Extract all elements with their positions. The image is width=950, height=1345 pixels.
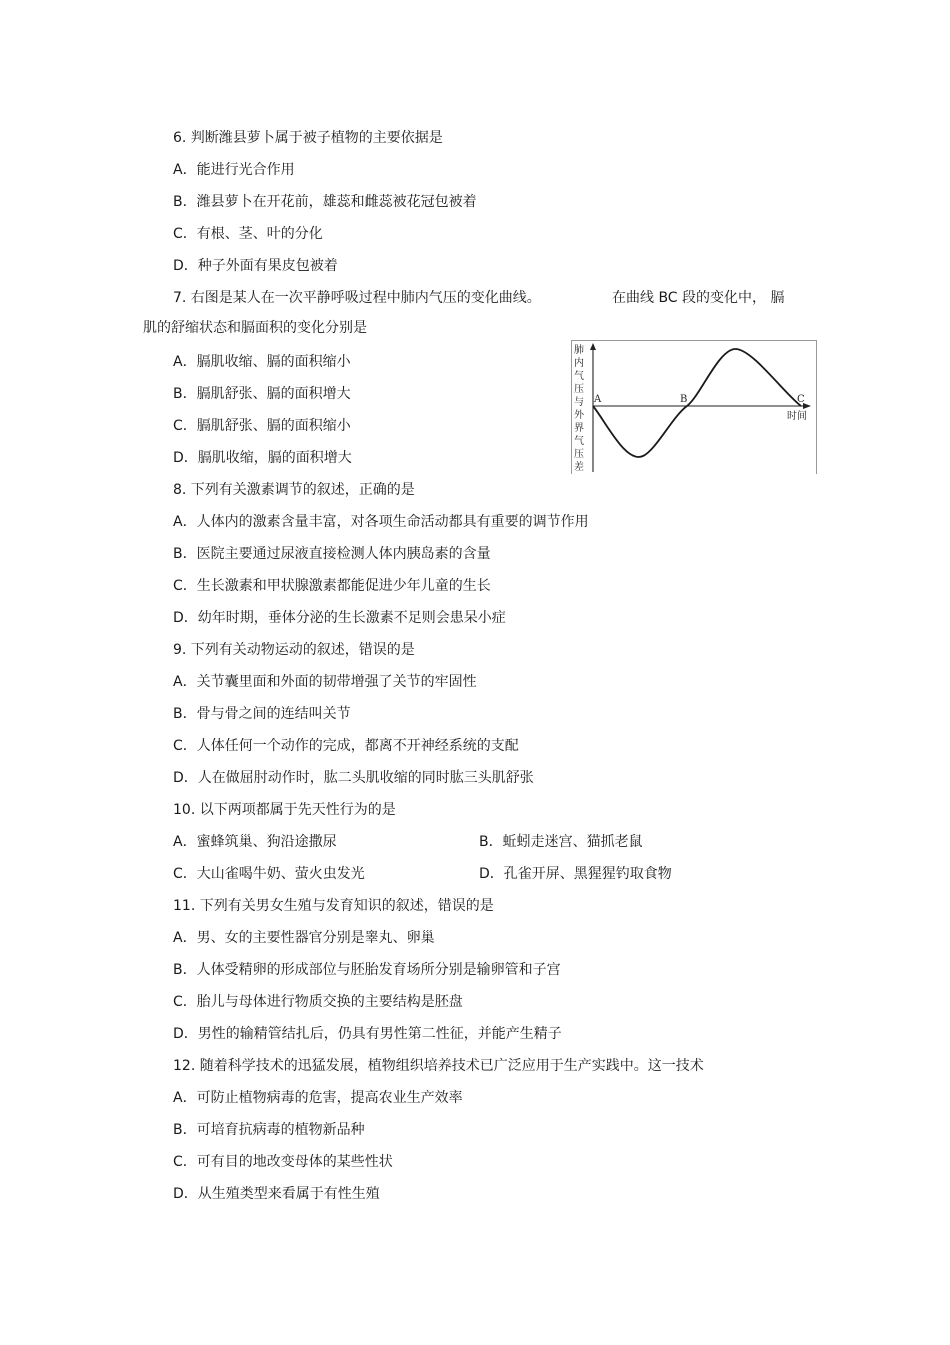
y-label-char-9: 压 (574, 449, 584, 460)
q7-stem: 7. 右图是某人在一次平静呼吸过程中肺内气压的变化曲线。 (173, 290, 541, 306)
q10-option-d: D．孔雀开屏、黑猩猩钓取食物 (479, 866, 672, 882)
y-label-char-2: 内 (574, 358, 584, 369)
q12-option-b: B．可培育抗病毒的植物新品种 (173, 1122, 365, 1138)
q6-option-a: A．能进行光合作用 (173, 162, 295, 178)
y-label-char-7: 界 (574, 423, 584, 434)
y-axis-label (574, 343, 585, 473)
q9-option-c: C．人体任何一个动作的完成，都离不开神经系统的支配 (173, 738, 519, 754)
q9-option-b: B．骨与骨之间的连结叫关节 (173, 706, 351, 722)
q10-option-b: B．蚯蚓走迷宫、猫抓老鼠 (479, 834, 643, 850)
q6-option-d: D．种子外面有果皮包被着 (173, 258, 338, 274)
y-label-char-6: 外 (574, 410, 584, 421)
q11-stem: 11. 下列有关男女生殖与发育知识的叙述，错误的是 (173, 898, 494, 914)
pressure-curve (593, 349, 801, 457)
q7-option-b: B．膈肌舒张、膈的面积增大 (173, 386, 351, 402)
y-label-char-8: 气 (574, 436, 584, 447)
q9-option-a: A．关节囊里面和外面的韧带增强了关节的牢固性 (173, 674, 477, 690)
q7-stem-tail: 在曲线 BC 段的变化中， 膈 (612, 290, 785, 306)
q10-option-a: A．蜜蜂筑巢、狗沿途撒尿 (173, 834, 337, 850)
q8-stem: 8. 下列有关激素调节的叙述，正确的是 (173, 482, 415, 498)
q8-option-a: A．人体内的激素含量丰富，对各项生命活动都具有重要的调节作用 (173, 514, 589, 530)
q11-option-d: D．男性的输精管结扎后，仍具有男性第二性征，并能产生精子 (173, 1026, 562, 1042)
lung-pressure-svg (571, 340, 817, 474)
y-axis-arrow-icon (590, 343, 596, 350)
q6-option-b: B．潍县萝卜在开花前，雄蕊和雌蕊被花冠包被着 (173, 194, 477, 210)
point-b-label: B (680, 394, 688, 405)
q7-option-d: D．膈肌收缩，膈的面积增大 (173, 450, 352, 466)
y-label-char-5: 与 (574, 397, 584, 408)
q12-option-d: D．从生殖类型来看属于有性生殖 (173, 1186, 380, 1202)
point-c-label: C (797, 394, 805, 405)
q11-option-b: B．人体受精卵的形成部位与胚胎发育场所分别是输卵管和子宫 (173, 962, 561, 978)
q12-option-a: A．可防止植物病毒的危害，提高农业生产效率 (173, 1090, 463, 1106)
q8-option-d: D．幼年时期，垂体分泌的生长激素不足则会患呆小症 (173, 610, 506, 626)
q11-option-a: A．男、女的主要性器官分别是睾丸、卵巢 (173, 930, 435, 946)
q6-stem: 6. 判断潍县萝卜属于被子植物的主要依据是 (173, 130, 443, 146)
q9-stem: 9. 下列有关动物运动的叙述，错误的是 (173, 642, 415, 658)
y-label-char-3: 气 (574, 371, 584, 382)
y-label-char-10: 差 (574, 462, 584, 473)
q6-option-c: C．有根、茎、叶的分化 (173, 226, 323, 242)
point-a-label: A (594, 394, 602, 405)
q9-option-d: D．人在做屈肘动作时，肱二头肌收缩的同时肱三头肌舒张 (173, 770, 534, 786)
q12-option-c: C．可有目的地改变母体的某些性状 (173, 1154, 393, 1170)
q7-stem-continued: 肌的舒缩状态和膈面积的变化分别是 (143, 320, 367, 336)
q10-option-c: C．大山雀喝牛奶、萤火虫发光 (173, 866, 365, 882)
q8-option-c: C．生长激素和甲状腺激素都能促进少年儿童的生长 (173, 578, 491, 594)
q12-stem: 12. 随着科学技术的迅猛发展，植物组织培养技术已广泛应用于生产实践中。这一技术 (173, 1058, 704, 1074)
q11-option-c: C．胎儿与母体进行物质交换的主要结构是胚盘 (173, 994, 463, 1010)
x-axis-label: 时间 (787, 411, 807, 422)
y-label-char-4: 压 (574, 384, 584, 395)
q7-option-c: C．膈肌舒张、膈的面积缩小 (173, 418, 351, 434)
q10-stem: 10. 以下两项都属于先天性行为的是 (173, 802, 396, 818)
lung-pressure-figure (571, 340, 817, 474)
y-label-char-1: 肺 (574, 345, 584, 356)
q8-option-b: B．医院主要通过尿液直接检测人体内胰岛素的含量 (173, 546, 491, 562)
q7-option-a: A．膈肌收缩、膈的面积缩小 (173, 354, 351, 370)
